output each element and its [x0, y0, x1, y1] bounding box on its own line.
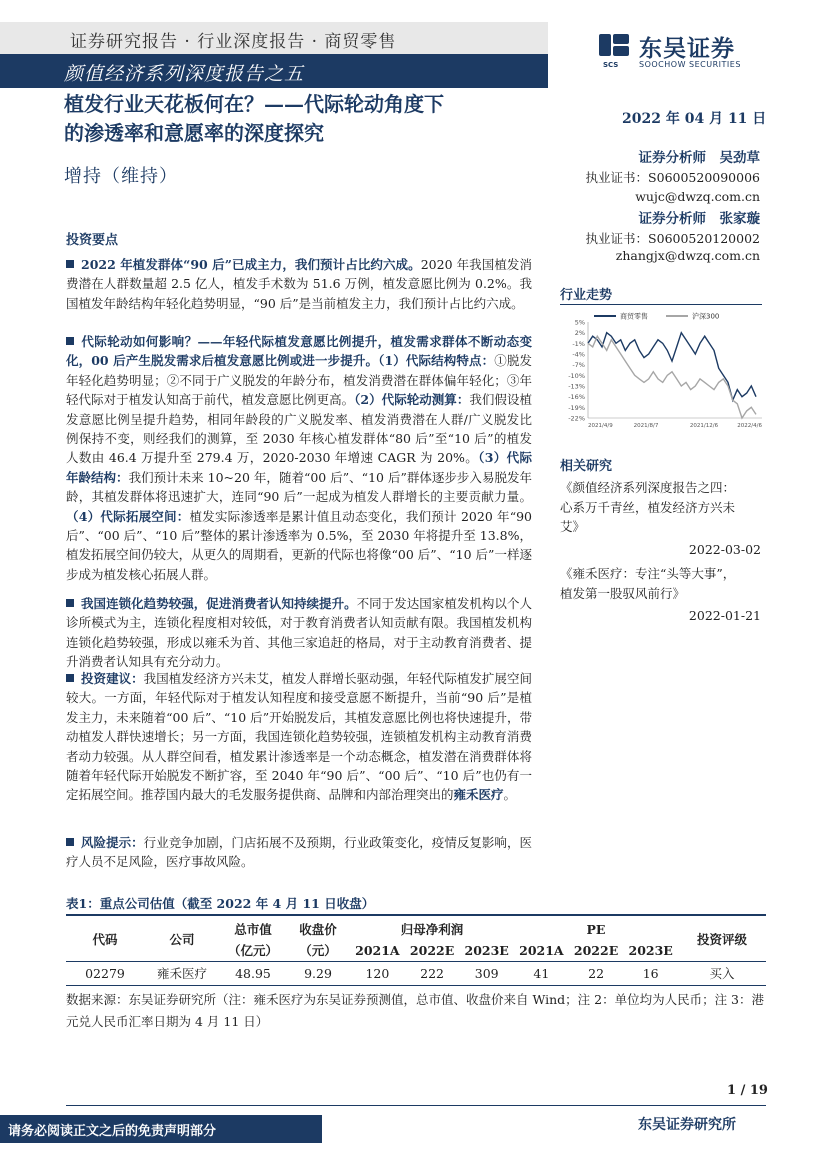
title-line-2: 的渗透率和意愿率的深度探究 — [64, 121, 324, 145]
cell-pe-2021: 41 — [514, 961, 569, 985]
col-year: 2021A — [519, 942, 564, 958]
col-pe: PE — [586, 921, 606, 937]
cell-pe-2022: 22 — [569, 961, 624, 985]
col-profit: 归母净利润 — [400, 922, 464, 937]
cell-profit-2022: 222 — [405, 961, 460, 985]
logo-text-en: SOOCHOW SECURITIES — [639, 60, 741, 69]
point-3-text: 不同于发达国家植发机构以个人诊所模式为主，连锁化程度相对较低，对于教育消费者认知贡献有限。我国植发机构连锁化趋势较强，形成以雍禾为首、其他三家追赶的格局，对于主动教育消费者、提升消费者认知具有充分动力。 — [66, 596, 532, 670]
related-item-2-date: 2022-01-21 — [688, 608, 761, 623]
cell-mktcap: 48.95 — [220, 961, 286, 985]
legend-label: 沪深300 — [692, 312, 720, 321]
y-tick-label: -1% — [572, 339, 585, 348]
bullet-square-icon — [66, 838, 74, 846]
report-category-bar — [0, 22, 548, 54]
related-item-2-title-1: 《雍禾医疗：专注“头等大事”， — [560, 566, 736, 581]
col-price: 收盘价 — [299, 922, 337, 937]
disclaimer-bar — [0, 1115, 322, 1143]
point-4-bold: 投资建议： — [81, 671, 144, 686]
related-heading: 相关研究 — [560, 459, 613, 474]
point-5-bold: 风险提示： — [81, 835, 144, 850]
y-tick-label: -19% — [568, 403, 585, 412]
x-tick-label: 2021/12/6 — [689, 423, 719, 429]
point-4-text: 我国植发经济方兴未艾，植发人群增长驱动强，年轻代际植发扩展空间较大。一方面，年轻代际对于植发认知程度和接受意愿不断提升，当前“90 后”是植发主力，未来随着“00 后”、“10 后”开始脱发后，其植发意愿比例也将快速提升，带动植发人群快速增长；另一方面，我国连锁化趋势较强，连锁植发机构主动教育消费者动力较强。从人群空间看，植发累计渗透率是一个动态概念，植发潜在消费群体将随着年轻代际开始脱发不断扩容，至 2040 年“90 后”、“00 后”、“10 后”也仍有一定拓展空间。推荐国内最大的毛发服务提供商、品牌和内部治理突出的 — [66, 671, 532, 803]
col-code: 代码 — [92, 932, 118, 948]
report-series: 颜值经济系列深度报告之五 — [64, 63, 305, 85]
related-item-1-title-3: 艾》 — [560, 519, 586, 534]
point-4 — [66, 669, 532, 805]
logo-abbr: SCS — [603, 61, 619, 69]
table-top-rule — [66, 914, 766, 916]
table-note: 数据来源：东吴证券研究所（注：雍禾医疗为东吴证券预测值，总市值、收盘价来自 Wind；注 2：单位均为人民币；注 3：港元兑人民币汇率日期为 4 月 11 日） — [66, 992, 765, 1029]
cell-profit-2023: 309 — [459, 961, 514, 985]
report-category: 证券研究报告 · 行业深度报告 · 商贸零售 — [70, 32, 397, 52]
legend-label: 商贸零售 — [620, 312, 648, 321]
disclaimer-text: 请务必阅读正文之后的免责声明部分 — [8, 1124, 217, 1139]
point-2-bold-4: （4）代际拓展空间： — [66, 508, 190, 524]
cell-company: 雍禾医疗 — [144, 961, 220, 985]
related-item-1-title-2: 心系万千青丝，植发经济方兴未 — [560, 499, 736, 515]
series-line-2 — [588, 336, 756, 418]
point-2-text-1: ①脱发年轻化趋势明显；②不同于广义脱发的年龄分布，植发消费潜在群体偏年轻化；③年轻代际对于植发认知高于前代，植发意愿比例更高。 — [66, 353, 532, 408]
cell-price: 9.29 — [286, 961, 350, 985]
y-tick-label: 2% — [574, 329, 585, 338]
bullet-square-icon — [66, 337, 74, 345]
cell-code: 02279 — [66, 961, 144, 985]
related-item-1[interactable] — [560, 478, 765, 537]
point-3-bold: 我国连锁化趋势较强，促进消费者认知持续提升。 — [81, 596, 357, 611]
x-tick-label: 2021/8/7 — [633, 423, 659, 429]
y-tick-label: -13% — [568, 382, 585, 391]
bullet-square-icon — [66, 260, 74, 268]
analyst-1-email[interactable]: wujc@dwzq.com.cn — [635, 189, 760, 204]
col-price-unit: （元） — [299, 943, 337, 959]
col-year: 2023E — [464, 942, 509, 958]
point-5 — [66, 833, 532, 872]
footer-org: 东吴证券研究所 — [638, 1117, 736, 1133]
trend-heading: 行业走势 — [560, 288, 613, 303]
x-tick-label: 2021/4/9 — [588, 423, 613, 429]
y-tick-label: -4% — [572, 350, 585, 359]
report-title — [64, 90, 554, 148]
footer-rule — [66, 1105, 766, 1106]
point-2 — [66, 332, 532, 584]
rating: 增持（维持） — [64, 166, 178, 187]
point-1 — [66, 255, 532, 313]
page-number: 1 / 19 — [727, 1083, 768, 1098]
point-2-bold-2: （2）代际轮动测算： — [354, 392, 470, 408]
point-3 — [66, 594, 532, 672]
table-row — [66, 961, 766, 985]
col-year: 2022E — [573, 942, 619, 958]
y-tick-label: -16% — [568, 393, 585, 402]
col-year: 2023E — [628, 942, 673, 958]
col-year: 2021A — [355, 942, 400, 958]
logo-text-cn: 东吴证券 — [639, 36, 735, 62]
investment-heading: 投资要点 — [66, 233, 119, 248]
col-mktcap-unit: （亿元） — [227, 943, 278, 959]
report-date: 2022 年 04 月 11 日 — [622, 111, 767, 127]
analyst-2-name: 证券分析师 张家璇 — [638, 211, 760, 227]
trend-chart — [560, 308, 765, 433]
related-item-2-title-2: 植发第一股驭风前行》 — [560, 585, 686, 601]
x-tick-label: 2022/4/6 — [737, 423, 762, 429]
bullet-square-icon — [66, 674, 74, 682]
title-line-1: 植发行业天花板何在？——代际轮动角度下 — [64, 92, 444, 116]
point-2-text-3: 我们预计未来 10~20 年，随着“00 后”、“10 后”群体逐步步入易脱发年龄，其植发群体将迅速扩大，连同“90 后”一起成为植发人群增长的主要贡献力量。 — [66, 469, 532, 505]
y-tick-label: -22% — [568, 414, 585, 423]
point-2-text-4: 植发实际渗透率是累计值且动态变化，我们预计 2020 年“90 后”、“00 后”、“10 后”整体的累计渗透率为 0.5%，至 2030 年将提升至 13.8%，植发拓展空间仍较大，从更久的周期看，更新的代际也将像“00 后”、“10 后”一样逐步成为植发核心拓展人群。 — [66, 508, 532, 582]
y-tick-label: -7% — [572, 361, 585, 370]
point-1-bold: 2022 年植发群体“90 后”已成主力，我们预计占比约六成。 — [81, 257, 421, 272]
y-tick-label: 5% — [574, 318, 585, 327]
report-series-bar — [0, 54, 548, 88]
cell-rating: 买入 — [678, 961, 766, 985]
analyst-1-name: 证券分析师 吴劲草 — [638, 150, 760, 166]
logo-mark-icon — [597, 30, 633, 60]
col-company: 公司 — [169, 932, 195, 948]
cell-pe-2023: 16 — [623, 961, 678, 985]
point-2-bold: 代际轮动如何影响？——年轻代际植发意愿比例提升，植发需求群体不断动态变化，00 后产生脱发需求后植发意愿比例或进一步提升。（1）代际结构特点： — [66, 334, 532, 369]
bullet-square-icon — [66, 599, 74, 607]
point-2-text-2: 我们假设植发意愿比例呈提升趋势，相同年龄段的广义脱发率、植发消费潜在人群/广义脱发比例保持不变，则经我们的测算，至 2030 年核心植发群体“80 后”至“10 后”的植发人数由 46.4 万提升至 279.4 万，2020-2030 年增速 CAGR 为 20%。 — [66, 392, 532, 466]
company-logo — [597, 30, 767, 74]
analyst-2-email[interactable]: zhangjx@dwzq.com.cn — [615, 248, 760, 263]
analyst-2-license: 执业证书：S0600520120002 — [585, 231, 760, 246]
point-5-text: 行业竞争加剧，门店拓展不及预期，行业政策变化，疫情反复影响，医疗人员不足风险，医疗事故风险。 — [66, 835, 532, 870]
related-item-1-title-1: 《颜值经济系列深度报告之四： — [560, 480, 736, 495]
y-tick-label: -10% — [568, 371, 585, 380]
col-mktcap: 总市值 — [234, 922, 272, 937]
analyst-1-license: 执业证书：S0600520090006 — [585, 170, 760, 185]
cell-profit-2021: 120 — [350, 961, 405, 985]
point-1-text: 2020 年我国植发消费潜在人群数量超 2.5 亿人，植发手术数为 51.6 万例，植发意愿比例为 0.2%。我国植发年龄结构年轻化趋势明显，“90 后”是当前植发主力，我们预计占比约六成。 — [66, 257, 532, 311]
related-item-2[interactable] — [560, 564, 765, 603]
divider — [560, 304, 762, 305]
table-header-row — [66, 918, 766, 940]
valuation-table — [66, 918, 766, 986]
col-year: 2022E — [409, 942, 455, 958]
point-4-end: 。 — [503, 787, 517, 803]
point-4-company: 雍禾医疗 — [453, 787, 504, 803]
col-rating: 投资评级 — [696, 932, 747, 948]
related-item-1-date: 2022-03-02 — [688, 542, 761, 557]
point-2-bold-3: （3）代际年龄结构： — [66, 450, 532, 485]
table-caption: 表1：重点公司估值（截至 2022 年 4 月 11 日收盘） — [66, 896, 375, 911]
